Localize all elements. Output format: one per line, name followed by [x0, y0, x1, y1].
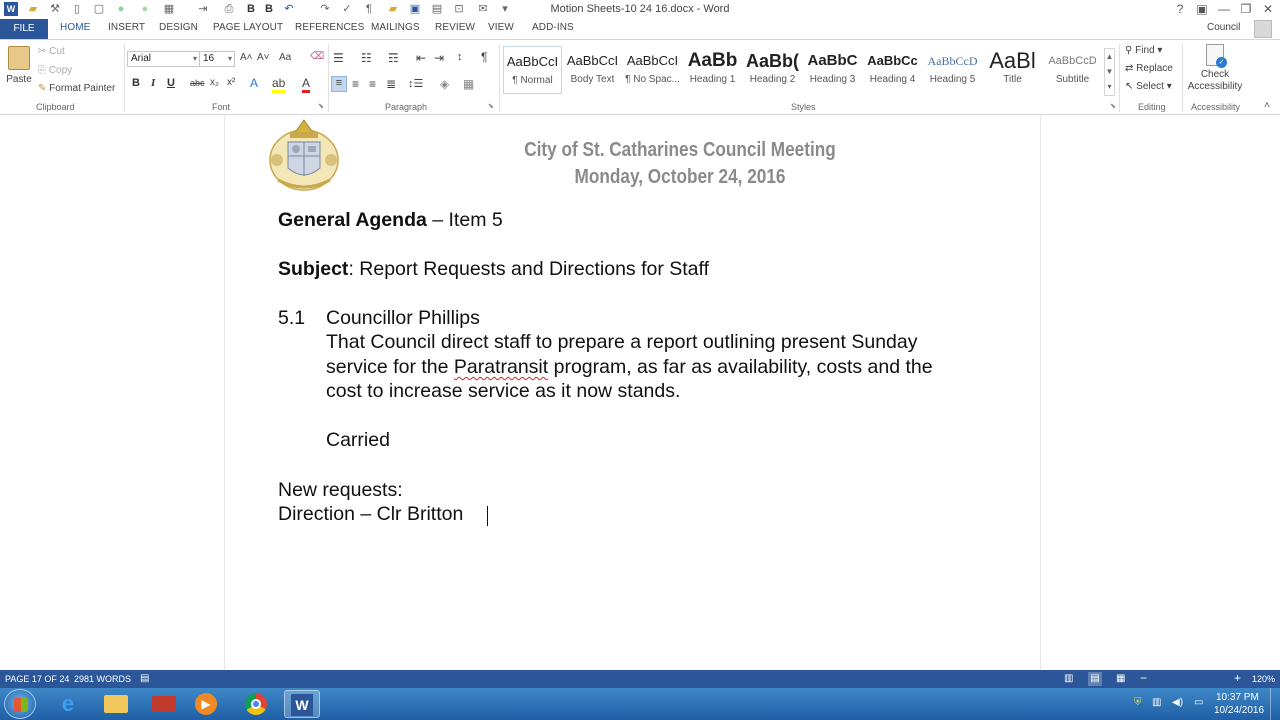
- item-number[interactable]: 5.1: [278, 307, 306, 329]
- format-painter-button[interactable]: ✎ Format Painter: [38, 83, 116, 94]
- bullets-icon[interactable]: ☰: [333, 51, 344, 65]
- carried-text[interactable]: Carried: [326, 429, 390, 451]
- accessibility-group-label: Accessibility: [1191, 102, 1241, 112]
- power-icon[interactable]: ▭: [1194, 697, 1204, 708]
- justify-icon[interactable]: ≣: [386, 77, 397, 91]
- tab-mailings[interactable]: MAILINGS: [371, 22, 420, 33]
- strikethrough-button[interactable]: abc: [190, 78, 205, 88]
- item-title[interactable]: Councillor Phillips: [326, 307, 480, 329]
- outlook-icon[interactable]: ▢: [93, 3, 105, 15]
- undo-icon[interactable]: ↶: [284, 3, 294, 15]
- web-layout-icon[interactable]: ▦: [1116, 673, 1126, 684]
- tab-add-ins[interactable]: ADD-INS: [532, 22, 574, 33]
- align-right-icon[interactable]: ≡: [369, 77, 377, 91]
- spelling-check-icon[interactable]: ✓: [342, 3, 352, 15]
- ribbon-display-options-button[interactable]: ▣: [1196, 2, 1208, 16]
- subscript-button[interactable]: x₂: [210, 77, 219, 88]
- file-explorer-taskbar-icon[interactable]: [98, 690, 134, 718]
- copy-button[interactable]: ⎘ Copy: [38, 65, 73, 76]
- select-button[interactable]: ↖ Select ▾: [1125, 81, 1172, 92]
- motion-line-1[interactable]: That Council direct staff to prepare a report outlining present Sunday: [326, 331, 918, 353]
- change-case-button[interactable]: Aa: [279, 52, 292, 63]
- paragraph-group-label: Paragraph: [385, 102, 428, 112]
- divider: [1119, 44, 1120, 112]
- qat-more-icon[interactable]: ▾: [502, 3, 508, 15]
- clear-formatting-icon[interactable]: ⌫: [310, 51, 325, 62]
- zoom-level[interactable]: 120%: [1252, 674, 1276, 684]
- page-edge: [224, 115, 225, 670]
- media-player-taskbar-icon[interactable]: ▶: [188, 690, 224, 718]
- editing-group-label: Editing: [1138, 102, 1166, 112]
- style-body-text[interactable]: AaBbCcI Body Text: [566, 53, 619, 85]
- borders-icon[interactable]: ▦: [463, 77, 475, 91]
- subject-line[interactable]: Subject: Report Requests and Directions for Staff: [278, 258, 710, 280]
- meeting-title: City of St. Catharines Council Meeting: [524, 139, 836, 161]
- tab-review[interactable]: REVIEW: [435, 22, 476, 33]
- clock-time[interactable]: 10:37 PM: [1216, 692, 1259, 703]
- font-group-label: Font: [212, 102, 231, 112]
- motion-line-3[interactable]: cost to increase service as it now stands.: [326, 380, 681, 402]
- print-layout-icon[interactable]: ▤: [1088, 672, 1102, 686]
- scissors-icon: ✂: [38, 46, 47, 57]
- underline-button[interactable]: U: [167, 77, 175, 89]
- ribbon: [0, 39, 1280, 115]
- circle-icon-2[interactable]: ●: [141, 3, 149, 15]
- motion-line-2[interactable]: service for the Paratransit program, as far as availability, costs and the: [326, 356, 933, 378]
- style-heading-5[interactable]: AaBbCcD Heading 5: [927, 54, 978, 85]
- security-shield-icon[interactable]: ⛨: [1134, 697, 1142, 708]
- windows-logo-icon: [14, 698, 28, 712]
- restore-button[interactable]: ❐: [1240, 2, 1252, 16]
- decrease-indent-icon[interactable]: ⇤: [416, 51, 427, 65]
- borders-icon[interactable]: ▦: [163, 3, 175, 15]
- styles-scrollbar[interactable]: ▲ ▼ ▾: [1104, 48, 1115, 96]
- remote-taskbar-icon[interactable]: [146, 690, 182, 718]
- divider: [1182, 44, 1183, 112]
- replace-button[interactable]: ⇄ Replace: [1125, 63, 1173, 74]
- clipboard-icon: [8, 46, 30, 70]
- grow-font-button[interactable]: A˄: [240, 52, 253, 63]
- style-normal[interactable]: AaBbCcI ¶ Normal: [503, 46, 562, 94]
- italic-button[interactable]: I: [151, 77, 156, 89]
- show-desktop-button[interactable]: [1270, 688, 1280, 720]
- tab-view[interactable]: VIEW: [488, 22, 514, 33]
- font-size-combo[interactable]: 16 ▾: [199, 51, 235, 67]
- paintbrush-icon: ✎: [38, 83, 47, 94]
- paragraph-mark-icon[interactable]: ¶: [366, 3, 372, 15]
- font-color-icon[interactable]: A: [302, 76, 310, 90]
- save-icon[interactable]: ▣: [409, 3, 421, 15]
- style-heading-1[interactable]: AaBb Heading 1: [687, 50, 738, 85]
- circle-icon[interactable]: ●: [117, 3, 125, 15]
- title-bar: [0, 0, 1280, 19]
- email-icon[interactable]: ✉: [478, 3, 488, 15]
- paragraph-dialog-launcher-icon[interactable]: ⬊: [488, 103, 494, 110]
- styles-dialog-launcher-icon[interactable]: ⬊: [1110, 103, 1116, 110]
- word-count[interactable]: 2981 WORDS: [74, 674, 132, 684]
- ribbon-tabs: [0, 19, 1280, 39]
- zoom-in-icon[interactable]: +: [1234, 671, 1242, 685]
- divider: [499, 44, 500, 112]
- read-mode-icon[interactable]: ▥: [1064, 673, 1074, 684]
- multilevel-list-icon[interactable]: ☶: [388, 51, 399, 65]
- speaker-icon[interactable]: ◀): [1172, 697, 1184, 708]
- shrink-font-button[interactable]: A˅: [257, 52, 270, 63]
- open-folder-icon[interactable]: ▰: [28, 3, 38, 15]
- internet-explorer-taskbar-icon[interactable]: e: [61, 691, 75, 716]
- status-bar: [0, 670, 1280, 688]
- clipboard-group-label: Clipboard: [36, 102, 75, 112]
- direction-text[interactable]: Direction – Clr Britton: [278, 503, 464, 525]
- shading-icon[interactable]: ◈: [440, 77, 450, 91]
- style-title[interactable]: AaBl Title: [989, 48, 1036, 85]
- show-formatting-icon[interactable]: ¶: [481, 50, 488, 64]
- divider: [124, 44, 125, 112]
- replace-icon: ⇄: [1125, 63, 1134, 74]
- numbering-icon[interactable]: ☷: [361, 51, 372, 65]
- minimize-button[interactable]: —: [1218, 2, 1230, 16]
- chrome-taskbar-icon[interactable]: [238, 690, 274, 718]
- clock-date[interactable]: 10/24/2016: [1214, 705, 1265, 716]
- document-title: Motion Sheets-10 24 16.docx - Word: [550, 3, 730, 15]
- accessibility-check-icon: ✓: [1206, 44, 1224, 66]
- misspelled-word[interactable]: Paratransit: [453, 356, 549, 378]
- paste-button[interactable]: Paste: [4, 44, 34, 96]
- highlight-icon[interactable]: ab: [272, 76, 285, 90]
- tab-references[interactable]: REFERENCES: [295, 22, 365, 33]
- superscript-button[interactable]: x²: [227, 77, 236, 88]
- new-document-icon[interactable]: ▯: [73, 3, 81, 15]
- tab-page-layout[interactable]: PAGE LAYOUT: [213, 22, 284, 33]
- indent-icon[interactable]: ⇥: [198, 3, 208, 15]
- chevron-down-icon: ▾: [192, 54, 197, 63]
- style-heading-2[interactable]: AaBb( Heading 2: [746, 51, 799, 85]
- align-center-icon[interactable]: ≡: [352, 77, 360, 91]
- tab-insert[interactable]: INSERT: [108, 22, 146, 33]
- proofing-icon[interactable]: ▤: [140, 673, 150, 684]
- avatar[interactable]: [1254, 20, 1272, 38]
- start-button[interactable]: [4, 689, 36, 719]
- style-heading-4[interactable]: AaBbCc Heading 4: [867, 53, 918, 85]
- bold-qat-icon[interactable]: B: [247, 3, 255, 15]
- word-app-icon[interactable]: W: [4, 2, 18, 16]
- print-preview-icon[interactable]: ⎙: [224, 3, 234, 15]
- bold-qat-icon-2[interactable]: B: [265, 3, 273, 15]
- sort-icon[interactable]: ↕: [457, 51, 463, 63]
- collapse-ribbon-icon[interactable]: ˄: [1264, 100, 1270, 111]
- tab-home[interactable]: HOME: [60, 22, 91, 33]
- close-button[interactable]: ✕: [1262, 2, 1274, 16]
- font-dialog-launcher-icon[interactable]: ⬊: [318, 103, 324, 110]
- binoculars-icon: ⚲: [1125, 45, 1133, 56]
- copy-icon: ⎘: [38, 65, 46, 76]
- agenda-line[interactable]: General Agenda – Item 5: [278, 209, 503, 231]
- network-icon[interactable]: ▥: [1152, 697, 1162, 708]
- new-requests-text[interactable]: New requests:: [278, 479, 403, 501]
- align-left-button[interactable]: ≡: [331, 76, 347, 92]
- styles-group-label: Styles: [791, 102, 816, 112]
- zoom-out-icon[interactable]: −: [1140, 671, 1148, 685]
- open-icon[interactable]: ▰: [388, 3, 398, 15]
- check-accessibility-button[interactable]: ✓ Check Accessibility: [1185, 44, 1245, 93]
- bold-button[interactable]: B: [132, 77, 140, 89]
- meeting-date: Monday, October 24, 2016: [574, 166, 786, 188]
- word-taskbar-icon[interactable]: W: [284, 690, 320, 718]
- text-cursor: [487, 506, 488, 526]
- divider: [328, 44, 329, 112]
- cut-button[interactable]: ✂ Cut: [38, 46, 65, 57]
- style-subtitle[interactable]: AaBbCcD Subtitle: [1048, 55, 1097, 85]
- tab-file[interactable]: FILE: [0, 19, 48, 39]
- increase-indent-icon[interactable]: ⇥: [434, 51, 445, 65]
- help-button[interactable]: ?: [1176, 2, 1184, 16]
- customize-qat-icon[interactable]: ⚒: [50, 3, 60, 15]
- taskbar: [0, 688, 1280, 720]
- font-name-combo[interactable]: Arial ▾: [127, 51, 200, 67]
- line-spacing-icon[interactable]: ↕☰: [408, 78, 424, 90]
- chevron-down-icon: ▾: [227, 54, 232, 63]
- preview-icon[interactable]: ⊡: [454, 3, 464, 15]
- style-heading-3[interactable]: AaBbC Heading 3: [807, 52, 858, 85]
- page-count[interactable]: PAGE 17 OF 24: [5, 674, 70, 684]
- tab-design[interactable]: DESIGN: [159, 22, 198, 33]
- city-crest-logo: [268, 118, 340, 194]
- page-edge: [1040, 115, 1041, 670]
- user-account[interactable]: Council: [1207, 22, 1241, 33]
- cursor-icon: ↖: [1125, 81, 1134, 92]
- find-button[interactable]: ⚲ Find ▾: [1125, 45, 1163, 56]
- redo-icon[interactable]: ↷: [320, 3, 330, 15]
- text-effects-icon[interactable]: A: [250, 76, 259, 90]
- style-no-spacing[interactable]: AaBbCcI ¶ No Spac...: [625, 53, 680, 85]
- save-as-icon[interactable]: ▤: [431, 3, 443, 15]
